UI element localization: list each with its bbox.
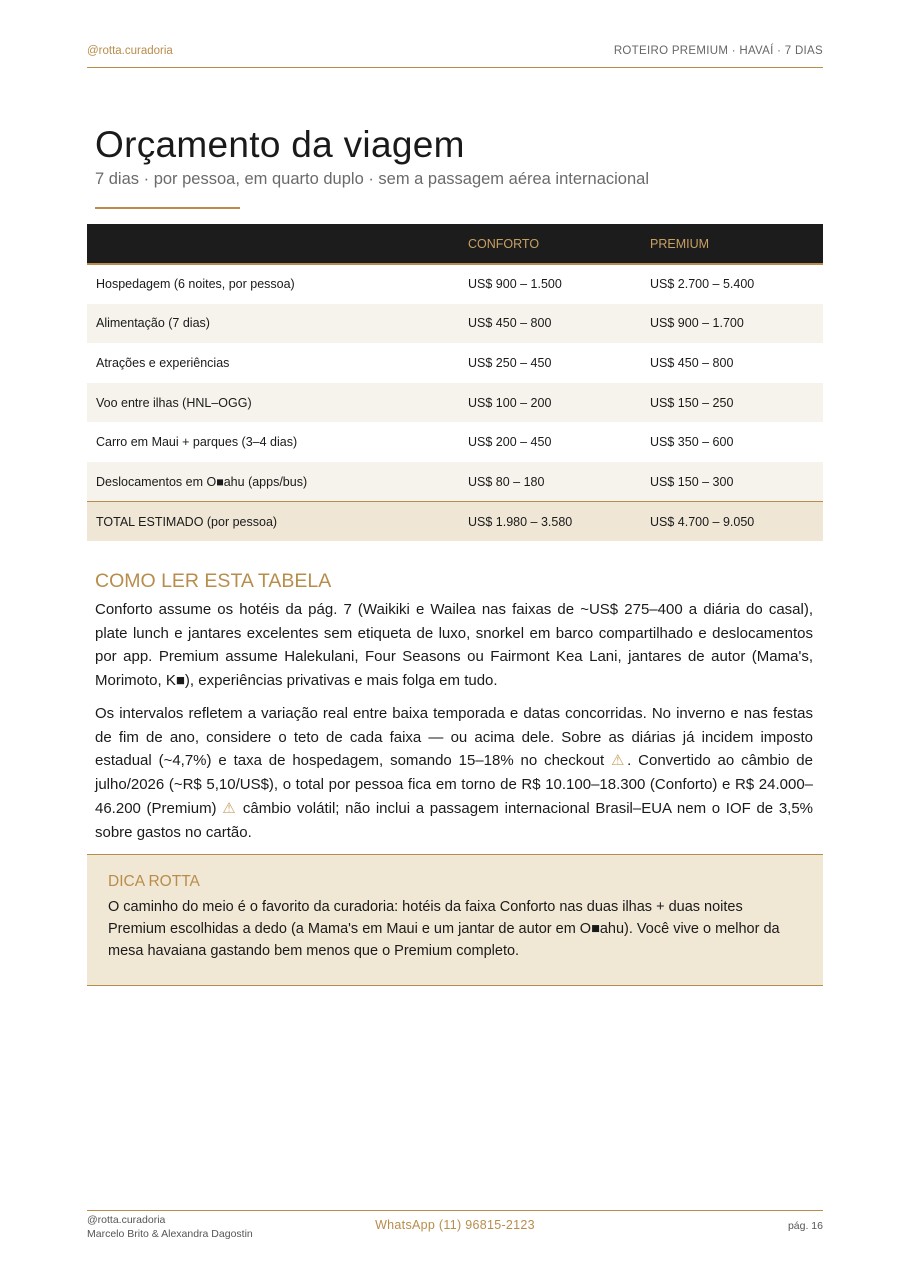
- row-premium: US$ 450 – 800: [650, 355, 734, 370]
- tip-title: DICA ROTTA: [108, 873, 200, 890]
- total-item: TOTAL ESTIMADO (por pessoa): [87, 502, 459, 542]
- total-premium: US$ 4.700 – 9.050: [641, 502, 823, 542]
- budget-table: [87, 224, 823, 541]
- page-subtitle: 7 dias · por pessoa, em quarto duplo · sem a passagem aérea internacional: [95, 170, 649, 188]
- row-premium: US$ 350 – 600: [650, 435, 734, 450]
- total-conforto: US$ 1.980 – 3.580: [459, 502, 641, 542]
- reading-paragraph-2: [95, 702, 813, 844]
- table-row: [87, 343, 823, 383]
- table-total-row: [87, 502, 823, 542]
- row-conforto: US$ 450 – 800: [459, 304, 641, 344]
- table-row: [87, 462, 823, 502]
- column-header-conforto: CONFORTO: [459, 224, 641, 264]
- row-premium: US$ 150 – 300: [641, 462, 823, 502]
- header-route: ROTEIRO PREMIUM · HAVAÍ · 7 DIAS: [613, 45, 823, 57]
- row-item: Alimentação (7 dias): [87, 304, 459, 344]
- tip-text: O caminho do meio é o favorito da curadoria: hotéis da faixa Conforto nas duas ilhas + duas noites Premium escolhidas a dedo (a Mama's em Maui e um jantar de autor em O■ahu). Você vive o melhor da mesa havaiana gastando bem menos que o Premium completo.: [108, 899, 780, 959]
- reading-paragraph-2c: câmbio volátil; não inclui a passagem internacional Brasil–EUA nem o IOF de 3,5% sobre gastos no cartão.: [95, 799, 814, 841]
- reading-paragraph-2a: Os intervalos refletem a variação real entre baixa temporada e datas concorridas. No inverno e nas festas de fim de ano, considere o teto de cada faixa — ou acima dele. Sobre as diárias já incidem imposto estadual (~4,7%) e taxa de hospedagem, somando 15–18% no checkout: [95, 705, 813, 770]
- footer-brand: @rotta.curadoria: [87, 1214, 166, 1226]
- page-number: pág. 16: [787, 1220, 823, 1232]
- tip-box: [87, 854, 823, 986]
- page-header: [87, 45, 823, 68]
- row-conforto: US$ 100 – 200: [459, 383, 641, 423]
- page-footer: [87, 1210, 823, 1242]
- table-row: [87, 264, 823, 304]
- row-item: Hospedagem (6 noites, por pessoa): [96, 277, 295, 292]
- row-item: Deslocamentos em O■ahu (apps/bus): [87, 462, 459, 502]
- row-conforto: US$ 200 – 450: [468, 435, 552, 450]
- table-row: [87, 422, 823, 462]
- warning-icon: ⚠: [222, 799, 238, 817]
- reading-paragraph-2b: . Convertido ao câmbio de julho/2026 (~R$ 5,10/US$), o total por pessoa fica em torno de R$ 10.100–18.300 (Conforto) e R$ 24.000–46.200 (Premium): [95, 752, 813, 817]
- title-divider: [95, 207, 240, 209]
- row-premium: US$ 900 – 1.700: [641, 304, 823, 344]
- warning-icon: ⚠: [610, 752, 628, 770]
- row-premium: US$ 2.700 – 5.400: [650, 277, 755, 292]
- row-conforto: US$ 80 – 180: [459, 462, 641, 502]
- row-item: Carro em Maui + parques (3–4 dias): [96, 435, 298, 450]
- header-brand: @rotta.curadoria: [87, 45, 173, 57]
- row-premium: US$ 150 – 250: [641, 383, 823, 423]
- reading-heading: COMO LER ESTA TABELA: [95, 570, 332, 592]
- row-item: Voo entre ilhas (HNL–OGG): [87, 383, 459, 423]
- column-header-premium: PREMIUM: [641, 224, 823, 264]
- row-item: Atrações e experiências: [96, 355, 230, 370]
- table-row: [87, 383, 823, 423]
- page-title: Orçamento da viagem: [95, 124, 465, 165]
- table-header-row: [87, 224, 823, 264]
- table-row: [87, 304, 823, 344]
- row-conforto: US$ 250 – 450: [468, 355, 552, 370]
- column-header-item: [87, 224, 459, 264]
- row-conforto: US$ 900 – 1.500: [468, 277, 562, 292]
- footer-authors: Marcelo Brito & Alexandra Dagostin: [87, 1227, 253, 1240]
- reading-paragraph-1: Conforto assume os hotéis da pág. 7 (Waikiki e Wailea nas faixas de ~US$ 275–400 a diária do casal), plate lunch e jantares excelentes sem etiqueta de luxo, snorkel em barco compartilhado e deslocamentos por app. Premium assume Halekulani, Four Seasons ou Fairmont Kea Lani, jantares de autor (Mama's, Morimoto, K■), experiências privativas e mais folga em tudo.: [95, 601, 813, 690]
- footer-contact: WhatsApp (11) 96815-2123: [375, 1218, 535, 1232]
